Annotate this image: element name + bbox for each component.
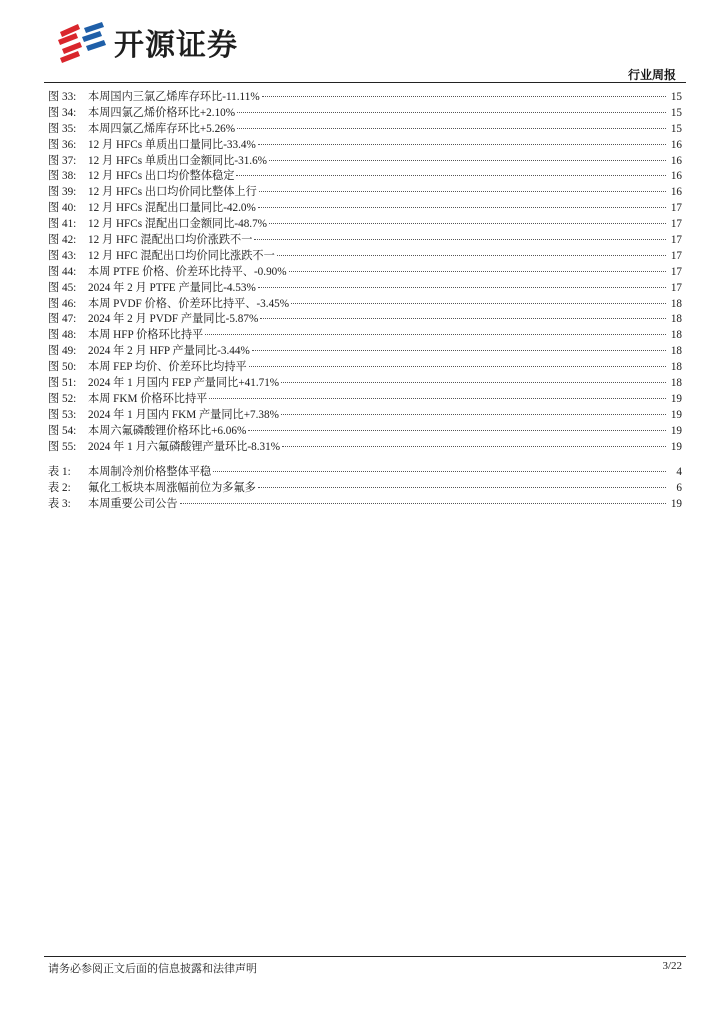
- toc-entry-number: 图 42:: [48, 234, 77, 247]
- toc-entry-title: 2024 年 1 月六氟磷酸锂产量环比-8.31%: [88, 440, 281, 453]
- figure-toc-entry[interactable]: [48, 249, 682, 265]
- toc-entry-number: 图 37:: [48, 154, 77, 167]
- toc-leader-dots: [249, 366, 666, 367]
- toc-leader-dots: [262, 96, 666, 97]
- toc-entry-title: 2024 年 2 月 HFP 产量同比-3.44%: [88, 345, 250, 358]
- toc-entry-number: 图 51:: [48, 377, 77, 390]
- toc-entry-label: [48, 497, 178, 513]
- toc-leader-dots: [269, 223, 666, 224]
- toc-entry-label: [48, 201, 256, 217]
- toc-entry-page: 17: [670, 265, 682, 278]
- toc-leader-dots: [258, 287, 666, 288]
- table-toc-entry[interactable]: [48, 497, 682, 513]
- toc-entry-title: 本周六氟磷酸锂价格环比+6.06%: [88, 424, 247, 437]
- toc-entry-number: 图 55:: [48, 440, 77, 453]
- toc-entry-title: 12 月 HFCs 单质出口金额同比-31.6%: [88, 154, 268, 167]
- figure-toc-entry[interactable]: [48, 122, 682, 138]
- toc-entry-label: [48, 265, 287, 281]
- report-type-label: 行业周报: [627, 68, 676, 82]
- toc-entry-title: 本周 HFP 价格环比持平: [88, 329, 204, 342]
- toc-entry-page: 18: [670, 313, 682, 326]
- toc-entry-page: 19: [670, 392, 682, 405]
- footer-divider: [44, 956, 686, 957]
- toc-entry-page: 19: [670, 408, 682, 421]
- toc-entry-number: 图 50:: [48, 361, 77, 374]
- toc-leader-dots: [260, 318, 666, 319]
- toc-leader-dots: [258, 144, 666, 145]
- kaiyuan-logo-icon: [56, 20, 108, 64]
- toc-entry-title: 本周四氯乙烯库存环比+5.26%: [88, 122, 236, 135]
- toc-entry-label: [48, 233, 252, 249]
- toc-entry-label: [48, 440, 280, 456]
- toc-entry-page: 19: [670, 498, 682, 511]
- toc-entry-page: 15: [670, 122, 682, 135]
- toc-entry-number: 图 45:: [48, 281, 77, 294]
- header-divider: [44, 82, 686, 83]
- toc-entry-title: 本周 FEP 均价、价差环比均持平: [88, 361, 247, 374]
- toc-entry-number: 图 40:: [48, 202, 77, 215]
- toc-entry-number: 图 53:: [48, 408, 77, 421]
- brand-name: 开源证券: [114, 28, 238, 63]
- toc-entry-title: 12 月 HFC 混配出口均价同比涨跌不一: [88, 249, 275, 262]
- toc-entry-page: 18: [670, 345, 682, 358]
- toc-entry-number: 图 46:: [48, 297, 77, 310]
- figure-toc-entry[interactable]: [48, 90, 682, 106]
- toc-entry-title: 本周 PTFE 价格、价差环比持平、-0.90%: [88, 265, 287, 278]
- toc-leader-dots: [209, 398, 666, 399]
- toc-entry-number: 图 35:: [48, 122, 77, 135]
- toc-entry-number: 图 41:: [48, 218, 77, 231]
- toc-leader-dots: [258, 487, 666, 488]
- figure-toc-entry[interactable]: [48, 297, 682, 313]
- toc-entry-title: 12 月 HFCs 出口均价整体稳定: [88, 170, 235, 183]
- section-spacer: [48, 455, 682, 465]
- toc-entry-label: [48, 90, 260, 106]
- toc-entry-title: 12 月 HFCs 混配出口量同比-42.0%: [88, 202, 256, 215]
- toc-entry-number: 表 1:: [48, 466, 71, 479]
- toc-entry-page: 18: [670, 361, 682, 374]
- toc-entry-page: 17: [670, 202, 682, 215]
- toc-leader-dots: [213, 471, 666, 472]
- toc-entry-title: 12 月 HFCs 单质出口量同比-33.4%: [88, 138, 256, 151]
- toc-leader-dots: [258, 207, 666, 208]
- toc-entry-title: 12 月 HFCs 出口均价同比整体上行: [88, 186, 257, 199]
- table-of-contents: [48, 90, 682, 513]
- figure-toc-entry[interactable]: [48, 424, 682, 440]
- toc-entry-title: 本周 FKM 价格环比持平: [88, 392, 208, 405]
- toc-leader-dots: [254, 239, 666, 240]
- toc-entry-label: [48, 122, 235, 138]
- toc-entry-label: [48, 185, 257, 201]
- toc-entry-label: [48, 360, 247, 376]
- toc-entry-label: [48, 465, 211, 481]
- toc-entry-page: 4: [676, 466, 682, 479]
- footer-disclaimer: 请务必参阅正文后面的信息披露和法律声明: [48, 962, 257, 975]
- toc-entry-page: 16: [670, 138, 682, 151]
- toc-entry-page: 18: [670, 329, 682, 342]
- toc-leader-dots: [269, 160, 666, 161]
- figure-toc-entry[interactable]: [48, 138, 682, 154]
- toc-leader-dots: [281, 382, 666, 383]
- toc-leader-dots: [281, 414, 666, 415]
- toc-entry-title: 本周重要公司公告: [88, 498, 178, 511]
- toc-leader-dots: [252, 350, 666, 351]
- toc-entry-page: 16: [670, 170, 682, 183]
- toc-entry-number: 图 38:: [48, 170, 77, 183]
- toc-leader-dots: [180, 503, 666, 504]
- toc-leader-dots: [237, 128, 666, 129]
- toc-entry-label: [48, 249, 275, 265]
- toc-entry-number: 图 39:: [48, 186, 77, 199]
- figure-toc-entry[interactable]: [48, 328, 682, 344]
- toc-entry-title: 本周四氯乙烯价格环比+2.10%: [88, 106, 236, 119]
- toc-entry-page: 16: [670, 186, 682, 199]
- toc-entry-label: [48, 481, 256, 497]
- toc-entry-page: 17: [670, 234, 682, 247]
- toc-leader-dots: [282, 446, 666, 447]
- toc-entry-page: 19: [670, 424, 682, 437]
- toc-entry-page: 15: [670, 106, 682, 119]
- figure-toc-entry[interactable]: [48, 281, 682, 297]
- toc-leader-dots: [236, 175, 666, 176]
- toc-entry-label: [48, 281, 256, 297]
- figure-toc-entry[interactable]: [48, 154, 682, 170]
- toc-entry-page: 16: [670, 154, 682, 167]
- figure-toc-entry[interactable]: [48, 440, 682, 456]
- figure-toc-entry[interactable]: [48, 408, 682, 424]
- toc-entry-title: 本周制冷剂价格整体平稳: [88, 466, 212, 479]
- figure-toc-entry[interactable]: [48, 312, 682, 328]
- toc-entry-title: 2024 年 1 月国内 FKM 产量同比+7.38%: [88, 408, 279, 421]
- toc-entry-label: [48, 154, 267, 170]
- figure-toc-entry[interactable]: [48, 344, 682, 360]
- toc-entry-label: [48, 344, 250, 360]
- toc-entry-number: 图 36:: [48, 138, 77, 151]
- toc-entry-number: 图 33:: [48, 91, 77, 103]
- toc-entry-number: 图 54:: [48, 424, 77, 437]
- toc-entry-number: 图 52:: [48, 392, 77, 405]
- table-toc-entry[interactable]: [48, 481, 682, 497]
- toc-leader-dots: [277, 255, 666, 256]
- toc-entry-label: [48, 138, 256, 154]
- toc-leader-dots: [259, 191, 666, 192]
- toc-entry-label: [48, 408, 279, 424]
- toc-leader-dots: [248, 430, 666, 431]
- figure-toc-entry[interactable]: [48, 185, 682, 201]
- toc-entry-number: 图 44:: [48, 265, 77, 278]
- figure-toc-entry[interactable]: [48, 169, 682, 185]
- toc-entry-label: [48, 217, 267, 233]
- toc-leader-dots: [205, 334, 666, 335]
- toc-entry-title: 2024 年 1 月国内 FEP 产量同比+41.71%: [88, 377, 280, 390]
- toc-entry-label: [48, 392, 207, 408]
- toc-leader-dots: [289, 271, 666, 272]
- toc-entry-page: 18: [670, 297, 682, 310]
- toc-entry-page: 17: [670, 218, 682, 231]
- figure-toc-entry[interactable]: [48, 360, 682, 376]
- toc-entry-number: 图 48:: [48, 329, 77, 342]
- toc-entry-label: [48, 328, 203, 344]
- toc-entry-label: [48, 169, 234, 185]
- toc-entry-number: 图 47:: [48, 313, 77, 326]
- toc-entry-page: 18: [670, 377, 682, 390]
- toc-entry-title: 12 月 HFC 混配出口均价涨跌不一: [88, 234, 253, 247]
- toc-entry-number: 图 34:: [48, 106, 77, 119]
- figure-toc-entry[interactable]: [48, 376, 682, 392]
- toc-entry-title: 氟化工板块本周涨幅前位为多氟多: [88, 482, 256, 495]
- figure-toc-entry[interactable]: [48, 217, 682, 233]
- toc-entry-number: 图 43:: [48, 249, 77, 262]
- figure-toc-entry[interactable]: [48, 106, 682, 122]
- toc-entry-page: 15: [670, 91, 682, 103]
- brand-logo: [56, 20, 238, 64]
- toc-entry-page: 19: [670, 440, 682, 453]
- figure-toc-entry[interactable]: [48, 392, 682, 408]
- toc-entry-page: 6: [676, 482, 682, 495]
- figure-toc-entry[interactable]: [48, 201, 682, 217]
- toc-entry-title: 2024 年 2 月 PVDF 产量同比-5.87%: [88, 313, 259, 326]
- toc-entry-number: 图 49:: [48, 345, 77, 358]
- toc-leader-dots: [237, 112, 666, 113]
- toc-entry-title: 2024 年 2 月 PTFE 产量同比-4.53%: [88, 281, 256, 294]
- page-number: 3/22: [662, 960, 682, 972]
- page-header: [0, 0, 724, 80]
- toc-entry-number: 表 3:: [48, 498, 71, 511]
- toc-entry-label: [48, 297, 289, 313]
- figure-toc-entry[interactable]: [48, 233, 682, 249]
- toc-entry-page: 17: [670, 249, 682, 262]
- toc-leader-dots: [291, 303, 666, 304]
- toc-entry-number: 表 2:: [48, 482, 71, 495]
- toc-entry-title: 本周 PVDF 价格、价差环比持平、-3.45%: [88, 297, 290, 310]
- figure-toc-entry[interactable]: [48, 265, 682, 281]
- toc-entry-label: [48, 312, 258, 328]
- toc-entry-title: 本周国内三氯乙烯库存环比-11.11%: [88, 91, 260, 103]
- toc-entry-label: [48, 106, 235, 122]
- toc-entry-page: 17: [670, 281, 682, 294]
- table-toc-entry[interactable]: [48, 465, 682, 481]
- toc-entry-label: [48, 424, 246, 440]
- toc-entry-title: 12 月 HFCs 混配出口金额同比-48.7%: [88, 218, 268, 231]
- toc-entry-label: [48, 376, 279, 392]
